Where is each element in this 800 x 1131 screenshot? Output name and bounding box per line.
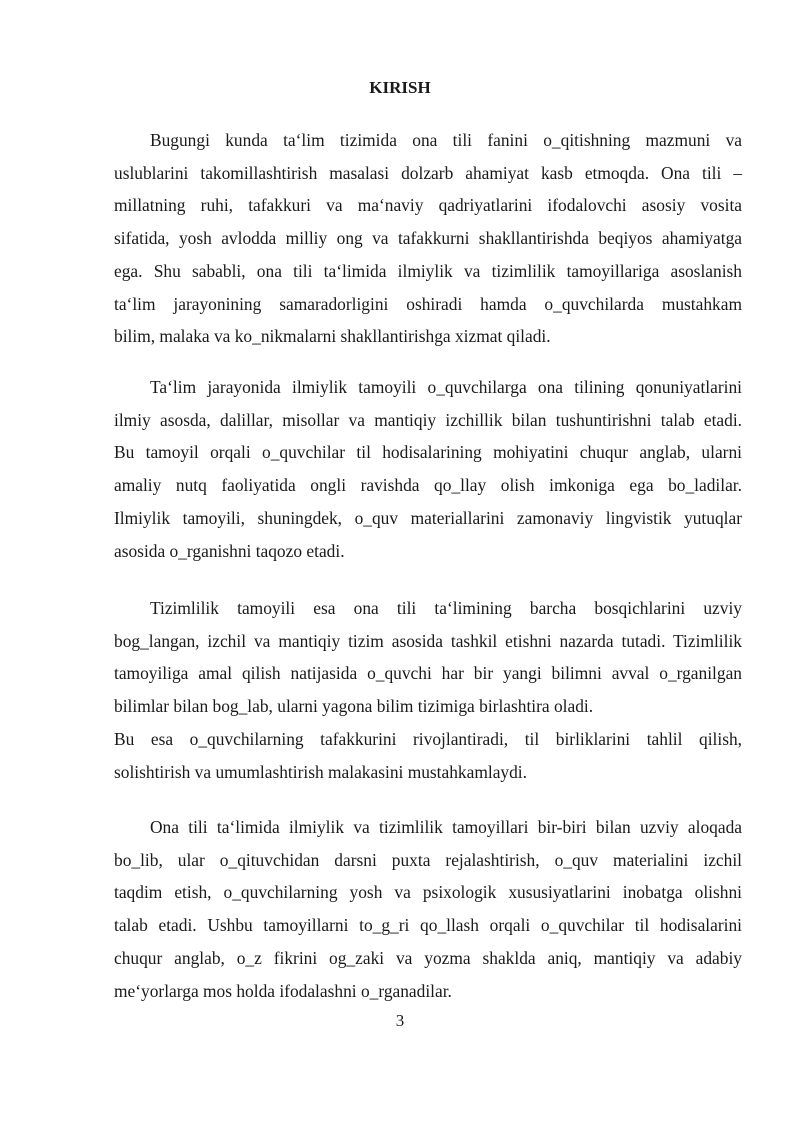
paragraph-2: [114, 371, 742, 567]
paragraph-1: [114, 124, 742, 353]
paragraph-line: bilimlar bilan bog_lab, ularni yagona bilim tizimiga birlashtira oladi.: [114, 696, 594, 717]
paragraph-line: ta‘lim jarayonining samaradorligini oshiradi hamda o_quvchilarda mustahkam: [114, 293, 742, 314]
paragraph-line: asosida o_rganishni taqozo etadi.: [114, 540, 345, 561]
paragraph-line: Tizimlilik tamoyili esa ona tili ta‘limining barcha bosqichlarini uzviy: [150, 598, 742, 618]
paragraph-4: [114, 723, 742, 788]
paragraph-line: amaliy nutq faoliyatida ongli ravishda qo_llay olish imkoniga ega bo_ladilar.: [114, 475, 742, 496]
paragraph-line: Ona tili ta‘limida ilmiylik va tizimlilik tamoyillari bir-biri bilan uzviy aloqada: [150, 817, 742, 837]
paragraph-line: me‘yorlarga mos holda ifodalashni o_rganadilar.: [114, 980, 452, 1001]
paragraph-line: tamoyiliga amal qilish natijasida o_quvchi har bir yangi bilimni avval o_rganilgan: [114, 663, 742, 684]
paragraph-line: bo_lib, ular o_qituvchidan darsni puxta rejalashtirish, o_quv materialini izchil: [114, 849, 742, 870]
paragraph-3: [114, 592, 742, 723]
paragraph-line: taqdim etish, o_quvchilarning yosh va psixologik xususiyatlarini inobatga olishni: [114, 882, 742, 903]
paragraph-line: ega. Shu sababli, ona tili ta‘limida ilmiylik va tizimlilik tamoyillariga asoslanish: [114, 260, 742, 281]
paragraph-line: bilim, malaka va ko_nikmalarni shakllantirishga xizmat qiladi.: [114, 326, 551, 347]
page-number: 3: [395, 1011, 405, 1030]
paragraph-line: uslublarini takomillashtirish masalasi dolzarb ahamiyat kasb etmoqda. Ona tili –: [114, 162, 742, 183]
paragraph-line: solishtirish va umumlashtirish malakasini mustahkamlaydi.: [114, 761, 527, 782]
paragraph-line: Bu esa o_quvchilarning tafakkurini rivojlantiradi, til birliklarini tahlil qilish,: [114, 729, 742, 749]
paragraph-line: ilmiy asosda, dalillar, misollar va mantiqiy izchillik bilan tushuntirishni talab etadi.: [114, 409, 742, 430]
paragraph-line: sifatida, yosh avlodda milliy ong va tafakkurni shakllantirishda beqiyos ahamiyatga: [114, 228, 742, 249]
paragraph-line: Ilmiylik tamoyili, shuningdek, o_quv materiallarini zamonaviy lingvistik yutuqlar: [114, 507, 742, 528]
paragraph-line: chuqur anglab, o_z fikrini og_zaki va yozma shaklda aniq, mantiqiy va adabiy: [114, 947, 742, 968]
paragraph-5: [114, 811, 742, 1007]
paragraph-line: talab etadi. Ushbu tamoyillarni to_g_ri qo_llash orqali o_quvchilar til hodisalarini: [114, 915, 742, 936]
paragraph-line: Ta‘lim jarayonida ilmiylik tamoyili o_quvchilarga ona tilining qonuniyatlarini: [150, 377, 742, 397]
paragraph-line: millatning ruhi, tafakkuri va ma‘naviy qadriyatlarini ifodalovchi asosiy vosita: [114, 195, 742, 216]
paragraph-line: Bugungi kunda ta‘lim tizimida ona tili fanini o_qitishning mazmuni va: [150, 130, 742, 150]
paragraph-line: bog_langan, izchil va mantiqiy tizim asosida tashkil etishni nazarda tutadi. Tizimlilik: [114, 630, 742, 651]
section-title: KIRISH: [369, 78, 431, 97]
paragraph-line: Bu tamoyil orqali o_quvchilar til hodisalarining mohiyatini chuqur anglab, ularni: [114, 442, 742, 463]
